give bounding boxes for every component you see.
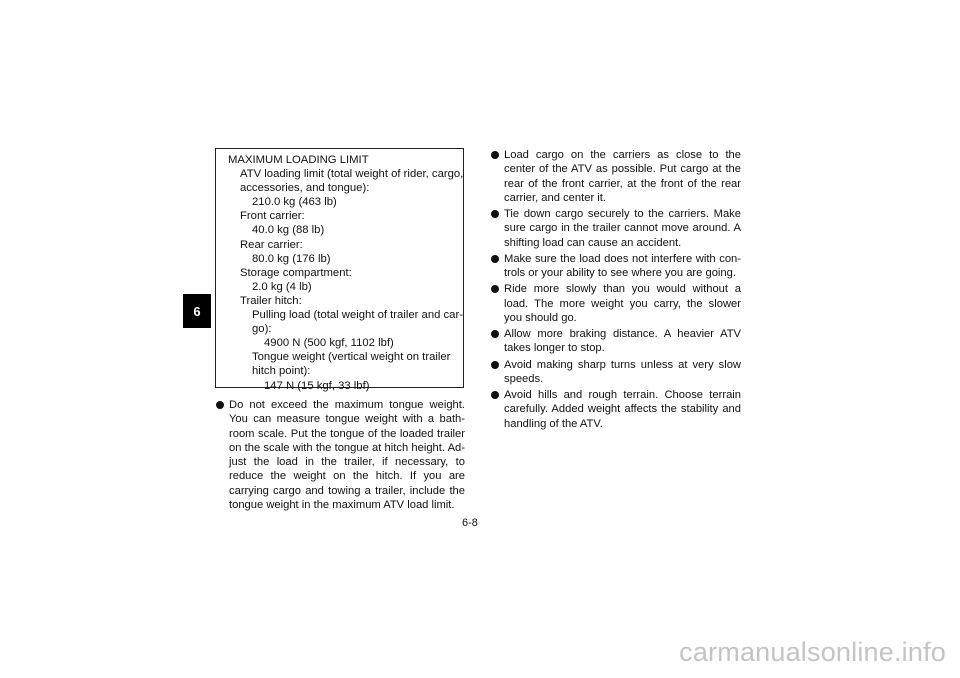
bullet-dot-icon [216,401,224,409]
bullet-text: Load cargo on the carriers as close to the center of the ATV as possible. Put cargo at the rear of the front carrier, at the front of the rear carrier, and center it. [504,149,741,204]
spec-atv-limit-label: ATV loading limit (total weight of rider, cargo, [240,168,464,181]
bullet-dot-icon [491,255,499,263]
spec-trailer-label: Trailer hitch: [240,294,302,307]
right-bullet-list [490,148,741,433]
spec-front-label: Front carrier: [240,210,305,223]
bullet-text: Make sure the load does not interfere with con-trols or your ability to see where you are going. [504,252,741,279]
spec-front-value: 40.0 kg (88 lb) [252,224,325,237]
spec-atv-limit-label-cont: accessories, and tongue): [240,182,370,195]
page-number: 6-8 [462,517,478,529]
bullet-item [490,327,741,356]
bullet-dot-icon [491,361,499,369]
bullet-dot-icon [491,151,499,159]
spec-storage-label: Storage compartment: [240,266,352,279]
spec-pulling-label-cont: go): [252,323,272,336]
bullet-dot-icon [491,210,499,218]
bullet-text: Avoid hills and rough terrain. Choose terrain carefully. Added weight affects the stability and handling of the ATV. [504,389,741,430]
bullet-text: Avoid making sharp turns unless at very slow speeds. [504,358,741,385]
spec-rear-label: Rear carrier: [240,238,303,251]
bullet-dot-icon [491,330,499,338]
bullet-item [490,358,741,387]
bullet-dot-icon [491,391,499,399]
spec-storage-value: 2.0 kg (4 lb) [252,280,312,293]
bullet-item [490,252,741,281]
spec-pulling-label: Pulling load (total weight of trailer and car- [252,309,463,322]
spec-title: MAXIMUM LOADING LIMIT [228,154,369,166]
bullet-item [215,398,465,512]
bullet-item [490,282,741,325]
bullet-item [490,148,741,205]
spec-tongue-label-cont: hitch point): [252,365,311,378]
chapter-tab: 6 [183,294,211,328]
watermark: carmanualsonline.info [679,637,946,667]
spec-tongue-value: 147 N (15 kgf, 33 lbf) [264,379,370,392]
spec-pulling-value: 4900 N (500 kgf, 1102 lbf) [264,337,394,350]
bullet-item [490,207,741,250]
bullet-text: Ride more slowly than you would without a load. The more weight you carry, the slower you should go. [504,283,741,324]
bullet-item [490,388,741,431]
spec-atv-limit-value: 210.0 kg (463 lb) [252,196,337,209]
bullet-text: Do not exceed the maximum tongue weight. You can measure tongue weight with a bath-room scale. Put the tongue of the loaded trailer on the scale with the tongue at hitch height. Ad-just the load in the trailer, if necessary, to reduce the weight on the hitch. If you are carrying cargo and towing a trailer, include the tongue weight in the maximum ATV load limit. [229,399,465,511]
spec-tongue-label: Tongue weight (vertical weight on trailer [252,351,451,364]
spec-rear-value: 80.0 kg (176 lb) [252,252,331,265]
left-bullet-list [215,398,465,514]
loading-limit-box [215,148,464,392]
bullet-dot-icon [491,285,499,293]
bullet-text: Allow more braking distance. A heavier ATV takes longer to stop. [504,328,741,355]
bullet-text: Tie down cargo securely to the carriers. Make sure cargo in the trailer cannot move around. A shifting load can cause an accident. [504,208,741,249]
